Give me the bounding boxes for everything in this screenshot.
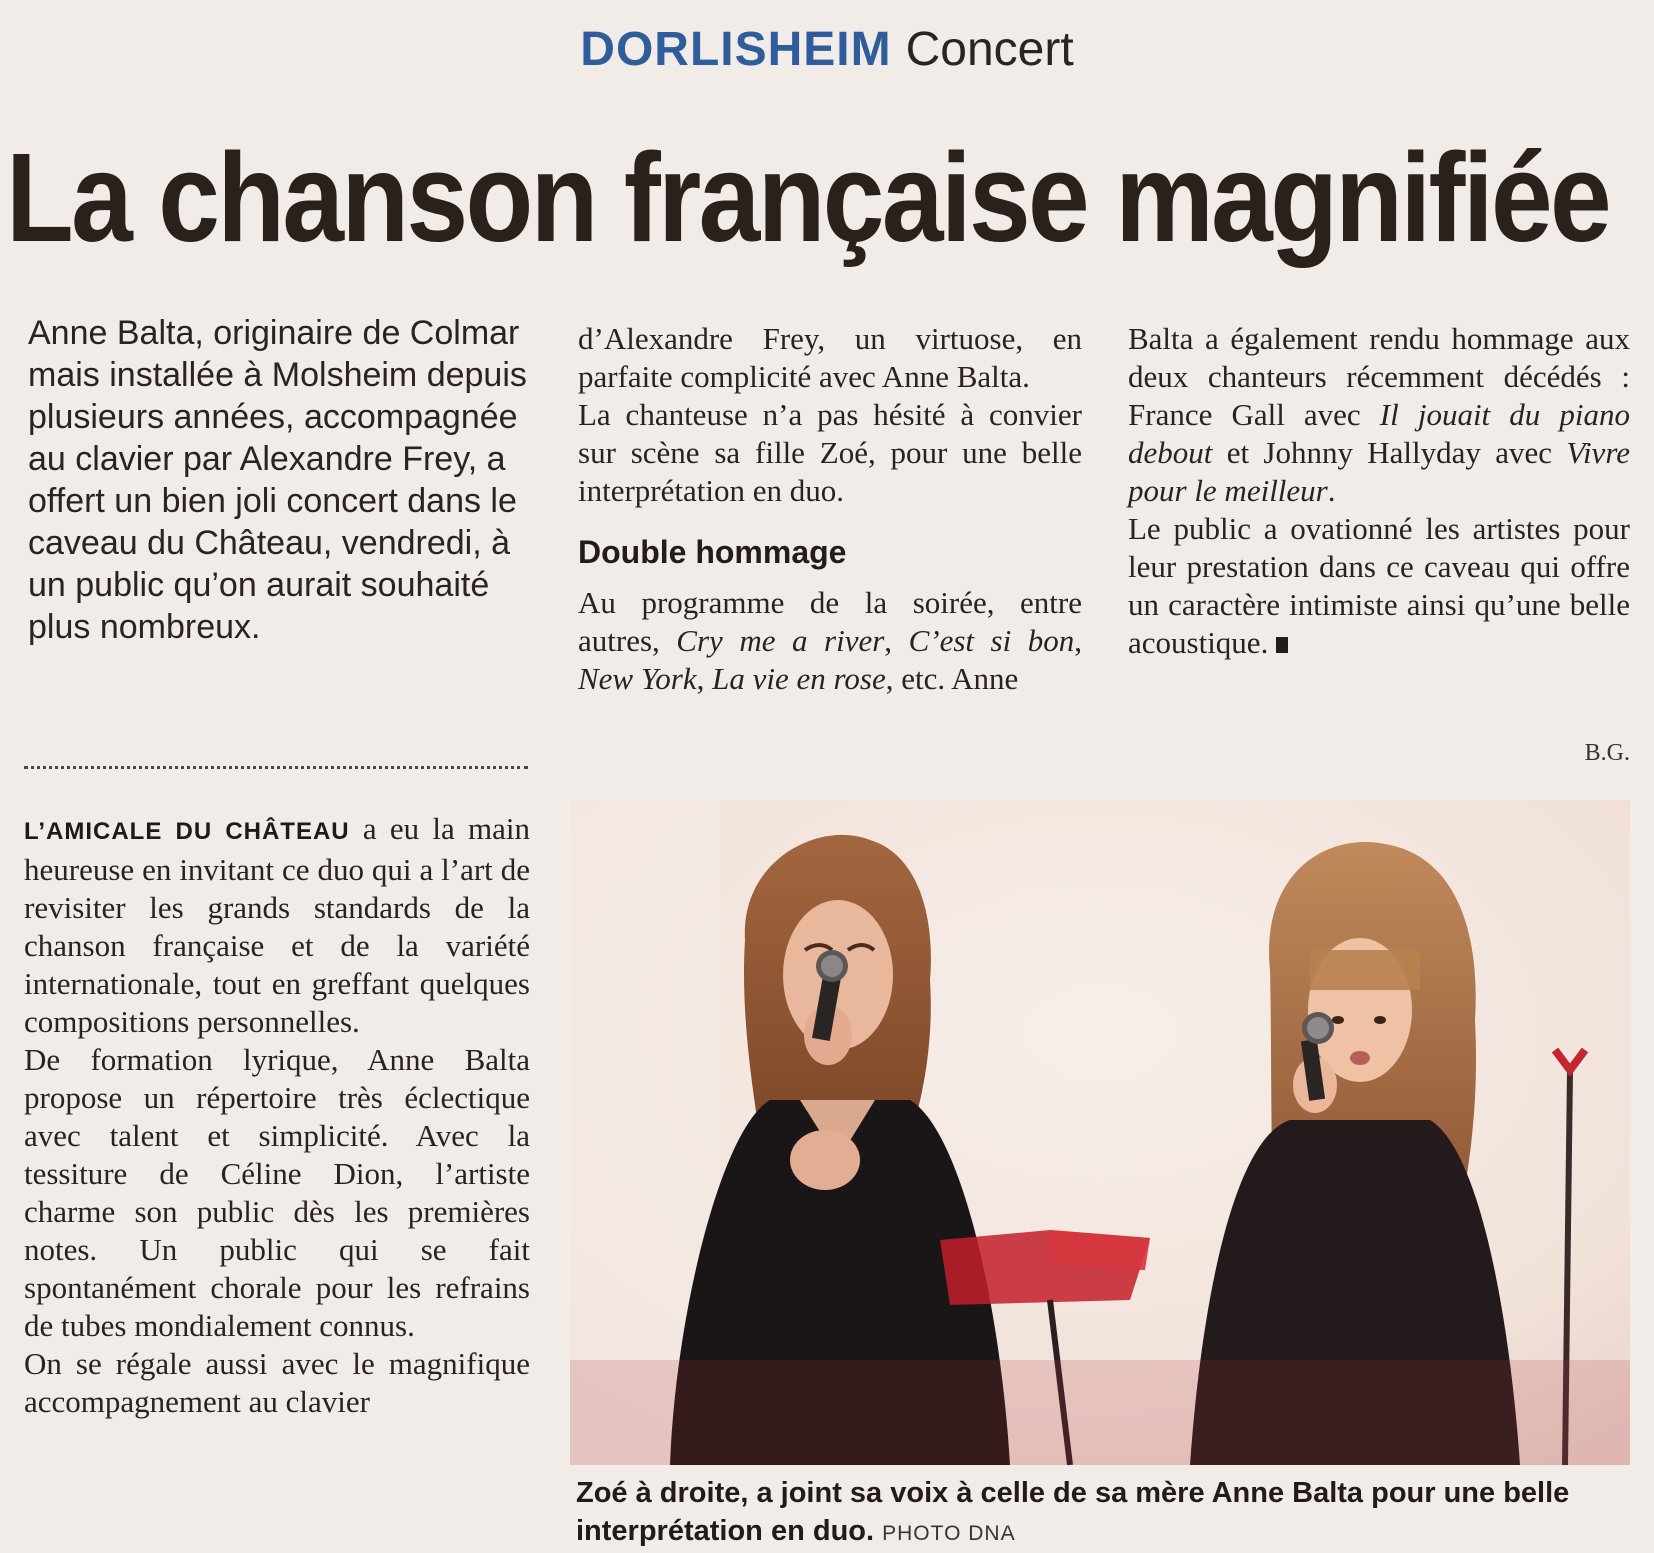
end-mark-icon (1276, 637, 1288, 653)
col2-paragraph-1: d’Alexandre Frey, un virtuose, en parfaite complicité avec Anne Balta. (578, 321, 1082, 394)
col3-p1-text-a: Balta a également rendu hommage aux deux chanteurs récemment décédés : France Gall avec (1128, 321, 1630, 432)
photo-caption (576, 1474, 1636, 1553)
col3-p2-text: Le public a ovationné les artistes pour leur prestation dans ce caveau qui offre un caractère intimiste ainsi qu’une belle acoustique. (1128, 511, 1630, 660)
col3-paragraph-2 (1128, 510, 1630, 662)
kicker-town: DORLISHEIM (580, 23, 892, 76)
separator: , (1074, 623, 1082, 658)
col1-paragraph-3: On se régale aussi avec le magnifique accompagnement au clavier (24, 1346, 530, 1419)
song-title: Cry me a river (676, 623, 885, 658)
column-2 (578, 320, 1082, 698)
col2-paragraph-2: La chanteuse n’a pas hésité à convier sur scène sa fille Zoé, pour une belle interprétation en duo. (578, 397, 1082, 508)
concert-photo (570, 800, 1630, 1465)
song-title: New York (578, 661, 697, 696)
col3-p1-text-b: et Johnny Hallyday avec (1212, 435, 1567, 470)
col1-p1-text: a eu la main heureuse en invitant ce duo qui a l’art de revisiter les grands standards de la chanson française et de la variété internationale, tout en greffant quelques compositions personnelles. (24, 811, 530, 1039)
song-title: Il jouait du piano debout (1128, 397, 1630, 470)
col2-p3-text-a: Au programme de la soirée, entre autres, (578, 585, 1082, 658)
col2-paragraph-3 (578, 584, 1082, 698)
col2-p3-text-b: , etc. Anne (885, 661, 1019, 696)
subhead-double-hommage: Double hommage (578, 534, 847, 570)
col3-p1-text-c: . (1327, 473, 1336, 508)
runin-label: L’AMICALE DU CHÂTEAU (24, 818, 350, 845)
col3-paragraph-1 (1128, 320, 1630, 510)
kicker-rubric: Concert (905, 23, 1074, 76)
photo-credit: PHOTO DNA (882, 1522, 1016, 1545)
separator: , (696, 661, 713, 696)
song-title: La vie en rose (712, 661, 886, 696)
dotted-divider (24, 766, 528, 769)
author-signature: B.G. (1584, 740, 1630, 766)
col1-paragraph-1 (24, 810, 530, 1041)
col1-paragraph-2: De formation lyrique, Anne Balta propose un répertoire très éclectique avec talent et simplicité. Avec la tessiture de Céline Dion, l’artiste charme son public dès les premières notes. Un public qui se fait spontanément chorale pour les refrains de tubes mondialement connus. (24, 1042, 530, 1343)
caption-text: Zoé à droite, a joint sa voix à celle de sa mère Anne Balta pour une belle interprétation en duo. (576, 1477, 1570, 1547)
song-title: C’est si bon (908, 623, 1075, 658)
headline: La chanson française magnifiée (6, 127, 1610, 268)
lede-paragraph: Anne Balta, originaire de Colmar mais installée à Molsheim depuis plusieurs années, accompagnée au clavier par Alexandre Frey, a offert un bien joli concert dans le caveau du Château, vendredi, à un public qu’on aurait souhaité plus nombreux. (28, 314, 527, 646)
column-3 (1128, 320, 1630, 662)
song-title: Vivre pour le meilleur (1128, 435, 1630, 508)
photo-illustration (570, 800, 1630, 1465)
separator: , (884, 623, 909, 658)
section-kicker (0, 22, 1654, 77)
column-1 (24, 810, 530, 1421)
